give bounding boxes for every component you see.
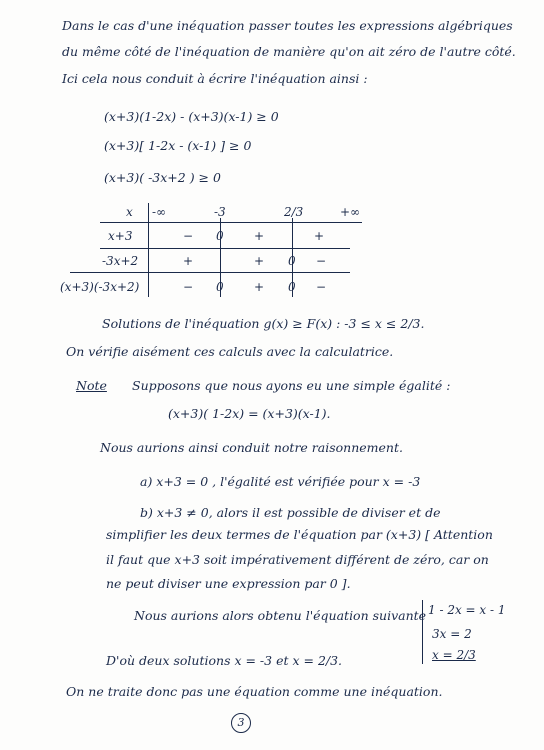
table-row-label: (x+3)(-3x+2) — [60, 280, 140, 294]
note-line-8: On ne traite donc pas une équation comme une inéquation. — [66, 684, 443, 699]
page-number: 3 — [231, 713, 251, 733]
table-cell: + — [314, 229, 325, 243]
table-cell: 0 — [216, 280, 224, 294]
table-cell: − — [183, 280, 194, 294]
note-line-1: Supposons que nous ayons eu une simple égalité : — [132, 378, 451, 393]
side-equation-2: 3x = 2 — [432, 627, 472, 641]
table-header-minus-3: -3 — [214, 205, 226, 219]
equation-1: (x+3)(1-2x) - (x+3)(x-1) ≥ 0 — [104, 109, 279, 124]
note-line-5: ne peut diviser une expression par 0 ]. — [106, 576, 351, 591]
table-header-two-thirds: 2/3 — [284, 205, 304, 219]
table-row-label: -3x+2 — [102, 254, 139, 268]
note-label: Note — [76, 378, 107, 393]
note-line-7: D'où deux solutions x = -3 et x = 2/3. — [106, 653, 343, 668]
intro-line-1: Dans le cas d'une inéquation passer toutes les expressions algébriques — [62, 18, 513, 33]
intro-line-2: du même côté de l'inéquation de manière qu'on ait zéro de l'autre côté. — [62, 44, 516, 59]
side-equation-3: x = 2/3 — [432, 648, 476, 662]
table-cell: 0 — [288, 254, 296, 268]
solutions-line-2: On vérifie aisément ces calculs avec la calculatrice. — [66, 344, 394, 359]
table-cell: + — [254, 229, 265, 243]
note-case-b: b) x+3 ≠ 0, alors il est possible de diviser et de — [140, 505, 441, 520]
note-line-4: il faut que x+3 soit impérativement différent de zéro, car on — [106, 552, 489, 567]
note-line-3: simplifier les deux termes de l'équation par (x+3) [ Attention — [106, 527, 493, 542]
table-row-label: x+3 — [108, 229, 133, 243]
side-bracket — [422, 600, 423, 664]
table-cell: − — [316, 254, 327, 268]
table-header-minus-inf: -∞ — [152, 205, 167, 219]
solutions-line-1: Solutions de l'inéquation g(x) ≥ F(x) : -3 ≤ x ≤ 2/3. — [102, 316, 425, 331]
note-line-6: Nous aurions alors obtenu l'équation suivante — [134, 608, 427, 623]
equation-3: (x+3)( -3x+2 ) ≥ 0 — [104, 170, 221, 185]
note-case-a: a) x+3 = 0 , l'égalité est vérifiée pour x = -3 — [140, 474, 421, 489]
table-cell: − — [316, 280, 327, 294]
table-cell: 0 — [216, 229, 224, 243]
table-cell: + — [254, 280, 265, 294]
side-equation-1: 1 - 2x = x - 1 — [428, 603, 506, 617]
table-cell: + — [254, 254, 265, 268]
table-cell: 0 — [288, 280, 296, 294]
table-header-plus-inf: +∞ — [340, 205, 361, 219]
intro-line-3: Ici cela nous conduit à écrire l'inéquation ainsi : — [62, 71, 368, 86]
table-header-x: x — [126, 205, 133, 219]
table-cell: − — [183, 229, 194, 243]
note-equation: (x+3)( 1-2x) = (x+3)(x-1). — [168, 406, 331, 421]
table-cell: + — [183, 254, 194, 268]
equation-2: (x+3)[ 1-2x - (x-1) ] ≥ 0 — [104, 138, 252, 153]
note-line-2: Nous aurions ainsi conduit notre raisonnement. — [100, 440, 403, 455]
